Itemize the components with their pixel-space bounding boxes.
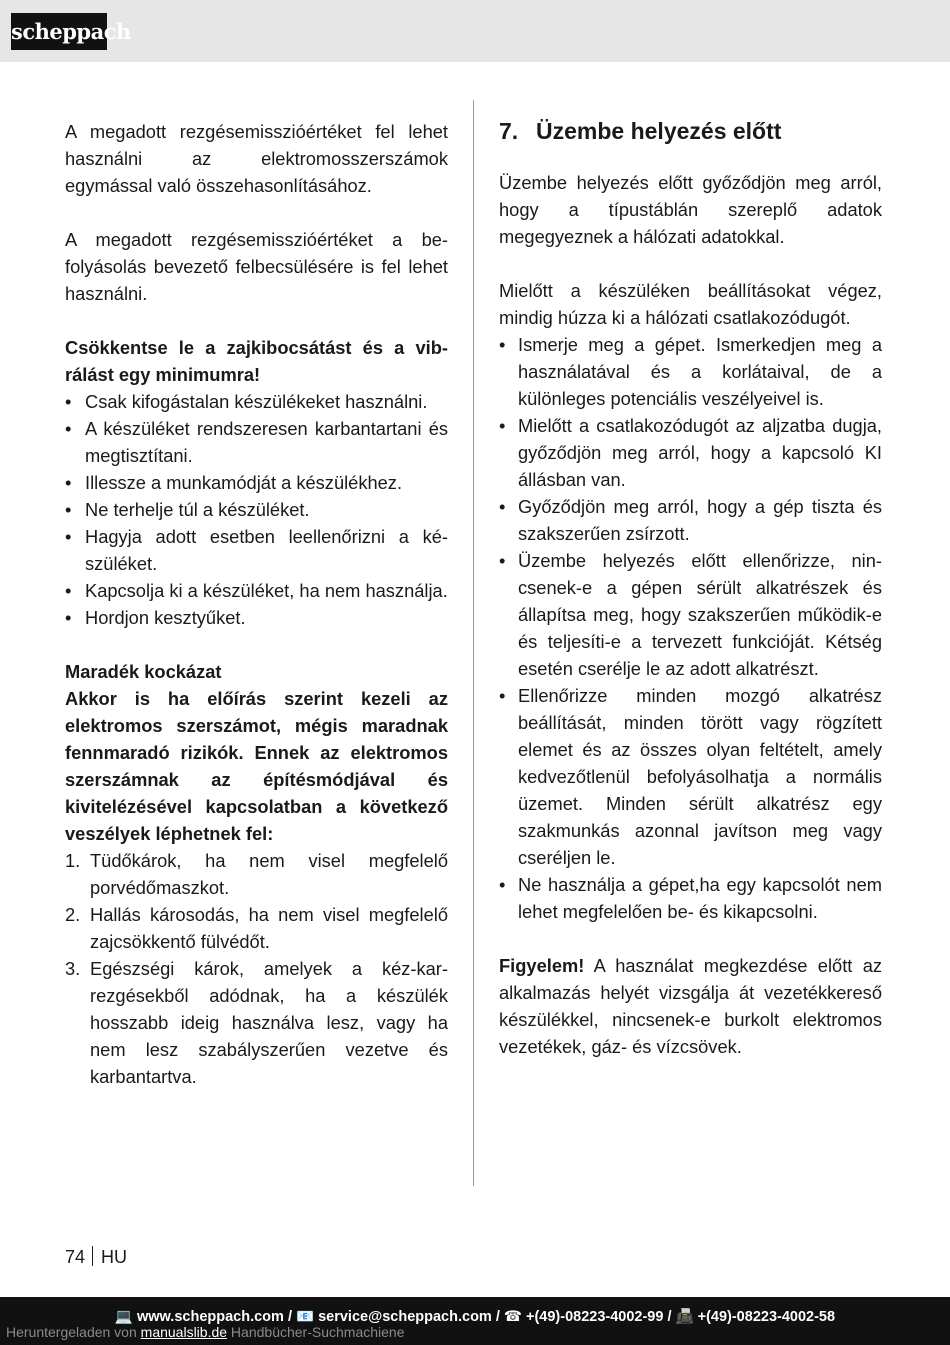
list-item: • Hordjon kesztyűket.: [65, 607, 246, 628]
list-item: • Illessze a munkamódját a készülékhez.: [65, 472, 403, 493]
residual-risk-heading: Maradék kockázat: [65, 661, 222, 682]
unplug-paragraph: Mielőtt a készüléken beállításokat végez, mindig húzza ki a hálózati csatlakozódugót.: [499, 280, 882, 328]
warning-text: A használat megkezdése előtt az alkalmazás helyét vizsgálja át vezetékkereső készülékkel, nincsenek-e burkolt elektromos vezetékek, gáz- és vízcsövek.: [499, 955, 882, 1057]
residual-risk-text: Akkor is ha előírás szerint kezeli az elektromos szerszámot, mégis maradnak fennmaradó rizikók. Ennek az elektromos szerszámnak az építésmódjával és kivitelézésével kapcsolatban a következő veszélyek léphetnek fel:: [65, 688, 448, 844]
vibration-estimate-paragraph: A megadott rezgésemisszióértéket a befolyásolás bevezető felbecsülésére is fel lehet használni.: [65, 229, 448, 304]
scheppach-logo: scheppach: [11, 13, 107, 50]
section-title: Üzembe helyezés előtt: [536, 118, 782, 144]
list-item: • Csak kifogástalan készülékeket használni.: [65, 391, 428, 412]
startup-checklist: [499, 331, 882, 925]
list-item: • Ismerje meg a gépet. Ismerkedjen meg a használatával és a korlátaival, de a különleges potenciális veszélyeivel is.: [499, 334, 882, 409]
list-item: 1. Tüdőkárok, ha nem visel megfelelő porvédőmaszkot.: [65, 850, 448, 898]
list-item: • Győződjön meg arról, hogy a gép tiszta és szakszerűen zsírzott.: [499, 496, 882, 544]
rating-plate-paragraph: Üzembe helyezés előtt győződjön meg arról, hogy a típustáblán szereplő adatok megegyeznek a hálózati adatokkal.: [499, 172, 882, 247]
list-item: • Mielőtt a csatlakozódugót az aljzatba dugja, győződjön meg arról, hogy a kapcsoló KI állásban van.: [499, 415, 882, 490]
download-note: Heruntergeladen von manualslib.de Handbücher-Suchmachiene: [6, 1324, 405, 1340]
list-item: 2. Hallás károsodás, ha nem visel megfelelő zajcsökkentő fülvédőt.: [65, 904, 448, 952]
header-bar: [0, 0, 950, 62]
left-column: [65, 118, 448, 1090]
contact-line: 💻 www.scheppach.com / 📧 service@scheppach.com / ☎ +(49)-08223-4002-99 / 📠 +(49)-08223-4002-58: [114, 1309, 836, 1325]
page-number: 74 HU: [65, 1247, 128, 1267]
list-item: • Kapcsolja ki a készüléket, ha nem használja.: [65, 580, 448, 601]
language-code: HU: [101, 1247, 128, 1267]
vibration-compare-paragraph: A megadott rezgésemisszióértéket fel lehet használni az elektromosszerszámok egymással való összehasonlításához.: [65, 121, 448, 196]
residual-risk-list: [65, 847, 448, 1090]
column-divider: [473, 100, 474, 1186]
right-column: [499, 118, 882, 1060]
list-item: • Ne használja a gépet,ha egy kapcsolót nem lehet megfelelően be- és kikapcsolni.: [499, 874, 882, 922]
list-item: • Ne terhelje túl a készüléket.: [65, 499, 310, 520]
footer-bar: [0, 1297, 950, 1345]
list-item: • Üzembe helyezés előtt ellenőrizze, nincsenek-e a gépen sérült alkatrészek és állapítsa meg, hogy szakszerűen működik-e és teljesíti-e a tervezett funkcióját. Kétség esetén cserélje le az adott alkatrészt.: [499, 550, 882, 679]
reduce-noise-list: [65, 388, 448, 631]
list-item: • A készüléket rendszeresen karbantartani és megtisztítani.: [65, 418, 448, 466]
manualslib-link[interactable]: manualslib.de: [140, 1324, 228, 1340]
warning-label: Figyelem!: [499, 955, 585, 976]
list-item: • Hagyja adott esetben leellenőrizni a készüléket.: [65, 526, 448, 574]
list-item: 3. Egészségi károk, amelyek a kéz-kar-rezgésekből adódnak, ha a készülék hosszabb ideig használva lesz, vagy ha nem lesz szabályszerűen vezetve és karbantartva.: [65, 958, 448, 1087]
warning-paragraph: [499, 952, 882, 1060]
list-item: • Ellenőrizze minden mozgó alkatrész beállítását, minden törött vagy rögzített elemet és az összes olyan feltételt, amely kedvezőtlenül befolyásolhatja a normális üzemet. Minden sérült alkatrész egy szakmunkás azonnal javítson meg vagy cseréljen le.: [499, 685, 882, 868]
reduce-noise-heading: Csökkentse le a zajkibocsátást és a vibrálást egy minimumra!: [65, 337, 448, 385]
section-number: 7.: [499, 118, 519, 144]
section-heading: [499, 118, 882, 145]
